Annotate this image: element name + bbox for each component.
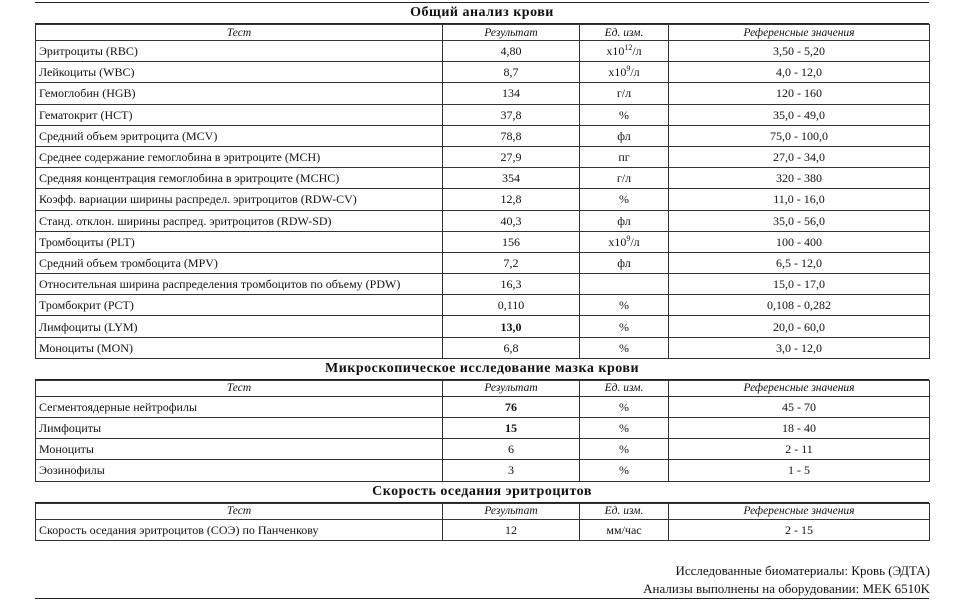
unit: % [580, 295, 669, 316]
test-name: Сегментоядерные нейтрофилы [36, 396, 443, 417]
results-table [35, 380, 930, 482]
lab-report [35, 0, 929, 541]
table-row [36, 62, 930, 83]
reference-range: 4,0 - 12,0 [669, 62, 930, 83]
result-value: 156 [443, 231, 580, 252]
result-value: 8,7 [443, 62, 580, 83]
reference-range: 2 - 11 [669, 439, 930, 460]
test-name: Средний объем тромбоцита (MPV) [36, 252, 443, 273]
unit: % [580, 104, 669, 125]
table-header-row [36, 25, 930, 41]
result-value: 12 [443, 519, 580, 540]
unit-base: x10 [608, 65, 627, 80]
test-name: Тромбоциты (PLT) [36, 231, 443, 252]
result-value: 27,9 [443, 146, 580, 167]
test-name: Относительная ширина распределения тромбоцитов по объему (PDW) [36, 274, 443, 295]
test-name: Гемоглобин (HGB) [36, 83, 443, 104]
reference-range: 0,108 - 0,282 [669, 295, 930, 316]
unit: фл [580, 252, 669, 273]
table-row [36, 252, 930, 273]
unit: фл [580, 210, 669, 231]
header-test: Тест [36, 503, 443, 519]
result-value: 40,3 [443, 210, 580, 231]
result-value: 7,2 [443, 252, 580, 273]
reference-range: 18 - 40 [669, 418, 930, 439]
reference-range: 20,0 - 60,0 [669, 316, 930, 337]
test-name: Коэфф. вариации ширины распредел. эритроцитов (RDW-CV) [36, 189, 443, 210]
reference-range: 45 - 70 [669, 396, 930, 417]
reference-range: 2 - 15 [669, 519, 930, 540]
unit-exponent: 9 [626, 233, 631, 243]
header-unit: Ед. изм. [580, 380, 669, 396]
unit: % [580, 337, 669, 358]
table-row [36, 125, 930, 146]
table-row [36, 439, 930, 460]
reference-range: 320 - 380 [669, 168, 930, 189]
test-name: Лимфоциты [36, 418, 443, 439]
table-row [36, 316, 930, 337]
unit-tail: /л [630, 234, 640, 249]
result-value: 78,8 [443, 125, 580, 146]
result-value: 354 [443, 168, 580, 189]
result-value: 15 [443, 418, 580, 439]
unit: % [580, 189, 669, 210]
test-name: Средний объем эритроцита (MCV) [36, 125, 443, 146]
unit-exponent: 9 [626, 64, 631, 74]
result-value: 6 [443, 439, 580, 460]
unit-exponent: 12 [624, 43, 633, 53]
header-unit: Ед. изм. [580, 25, 669, 41]
reference-range: 3,0 - 12,0 [669, 337, 930, 358]
test-name: Тромбокрит (PCT) [36, 295, 443, 316]
test-name: Средняя концентрация гемоглобина в эритроците (MCHC) [36, 168, 443, 189]
test-name: Эозинофилы [36, 460, 443, 481]
table-row [36, 396, 930, 417]
table-row [36, 146, 930, 167]
table-row [36, 418, 930, 439]
table-row [36, 83, 930, 104]
table-header-row [36, 503, 930, 519]
table-row [36, 337, 930, 358]
test-name: Моноциты [36, 439, 443, 460]
table-row [36, 41, 930, 62]
header-result: Результат [443, 380, 580, 396]
unit [580, 41, 669, 62]
header-reference: Референсные значения [669, 25, 930, 41]
header-test: Тест [36, 380, 443, 396]
reference-range: 75,0 - 100,0 [669, 125, 930, 146]
test-name: Станд. отклон. ширины распред. эритроцитов (RDW-SD) [36, 210, 443, 231]
footer-divider [35, 598, 929, 599]
unit: % [580, 396, 669, 417]
test-name: Среднее содержание гемоглобина в эритроците (MCH) [36, 146, 443, 167]
header-reference: Референсные значения [669, 380, 930, 396]
result-value: 0,110 [443, 295, 580, 316]
result-value: 13,0 [443, 316, 580, 337]
unit [580, 274, 669, 295]
header-test: Тест [36, 25, 443, 41]
section-title: Микроскопическое исследование мазка крови [35, 359, 929, 380]
unit: пг [580, 146, 669, 167]
result-value: 16,3 [443, 274, 580, 295]
table-row [36, 295, 930, 316]
test-name: Лимфоциты (LYM) [36, 316, 443, 337]
test-name: Эритроциты (RBC) [36, 41, 443, 62]
test-name: Гематокрит (HCT) [36, 104, 443, 125]
result-value: 4,80 [443, 41, 580, 62]
test-name: Моноциты (MON) [36, 337, 443, 358]
biomaterial-note: Исследованные биоматериалы: Кровь (ЭДТА) [675, 563, 930, 578]
result-value: 37,8 [443, 104, 580, 125]
unit: мм/час [580, 519, 669, 540]
unit: % [580, 418, 669, 439]
result-value: 76 [443, 396, 580, 417]
reference-range: 1 - 5 [669, 460, 930, 481]
table-row [36, 519, 930, 540]
results-table [35, 503, 930, 541]
section-title: Скорость оседания эритроцитов [35, 482, 929, 503]
reference-range: 35,0 - 49,0 [669, 104, 930, 125]
reference-range: 15,0 - 17,0 [669, 274, 930, 295]
result-value: 134 [443, 83, 580, 104]
unit: г/л [580, 83, 669, 104]
table-header-row [36, 380, 930, 396]
unit: г/л [580, 168, 669, 189]
test-name: Скорость оседания эритроцитов (СОЭ) по Панченкову [36, 519, 443, 540]
unit-tail: /л [632, 44, 642, 59]
table-row [36, 210, 930, 231]
header-result: Результат [443, 25, 580, 41]
results-table [35, 24, 930, 359]
unit [580, 231, 669, 252]
header-result: Результат [443, 503, 580, 519]
table-row [36, 231, 930, 252]
reference-range: 11,0 - 16,0 [669, 189, 930, 210]
unit-tail: /л [630, 65, 640, 80]
unit-base: x10 [608, 234, 627, 249]
reference-range: 100 - 400 [669, 231, 930, 252]
table-row [36, 274, 930, 295]
reference-range: 6,5 - 12,0 [669, 252, 930, 273]
section-title: Общий анализ крови [35, 2, 929, 24]
header-unit: Ед. изм. [580, 503, 669, 519]
reference-range: 120 - 160 [669, 83, 930, 104]
unit-base: x10 [606, 44, 625, 59]
unit: фл [580, 125, 669, 146]
equipment-note: Анализы выполнены на оборудовании: MEK 6510K [643, 581, 930, 596]
table-row [36, 104, 930, 125]
result-value: 12,8 [443, 189, 580, 210]
table-row [36, 460, 930, 481]
header-reference: Референсные значения [669, 503, 930, 519]
reference-range: 27,0 - 34,0 [669, 146, 930, 167]
result-value: 3 [443, 460, 580, 481]
table-row [36, 168, 930, 189]
unit [580, 62, 669, 83]
unit: % [580, 460, 669, 481]
result-value: 6,8 [443, 337, 580, 358]
unit: % [580, 316, 669, 337]
table-row [36, 189, 930, 210]
test-name: Лейкоциты (WBC) [36, 62, 443, 83]
unit: % [580, 439, 669, 460]
reference-range: 35,0 - 56,0 [669, 210, 930, 231]
reference-range: 3,50 - 5,20 [669, 41, 930, 62]
